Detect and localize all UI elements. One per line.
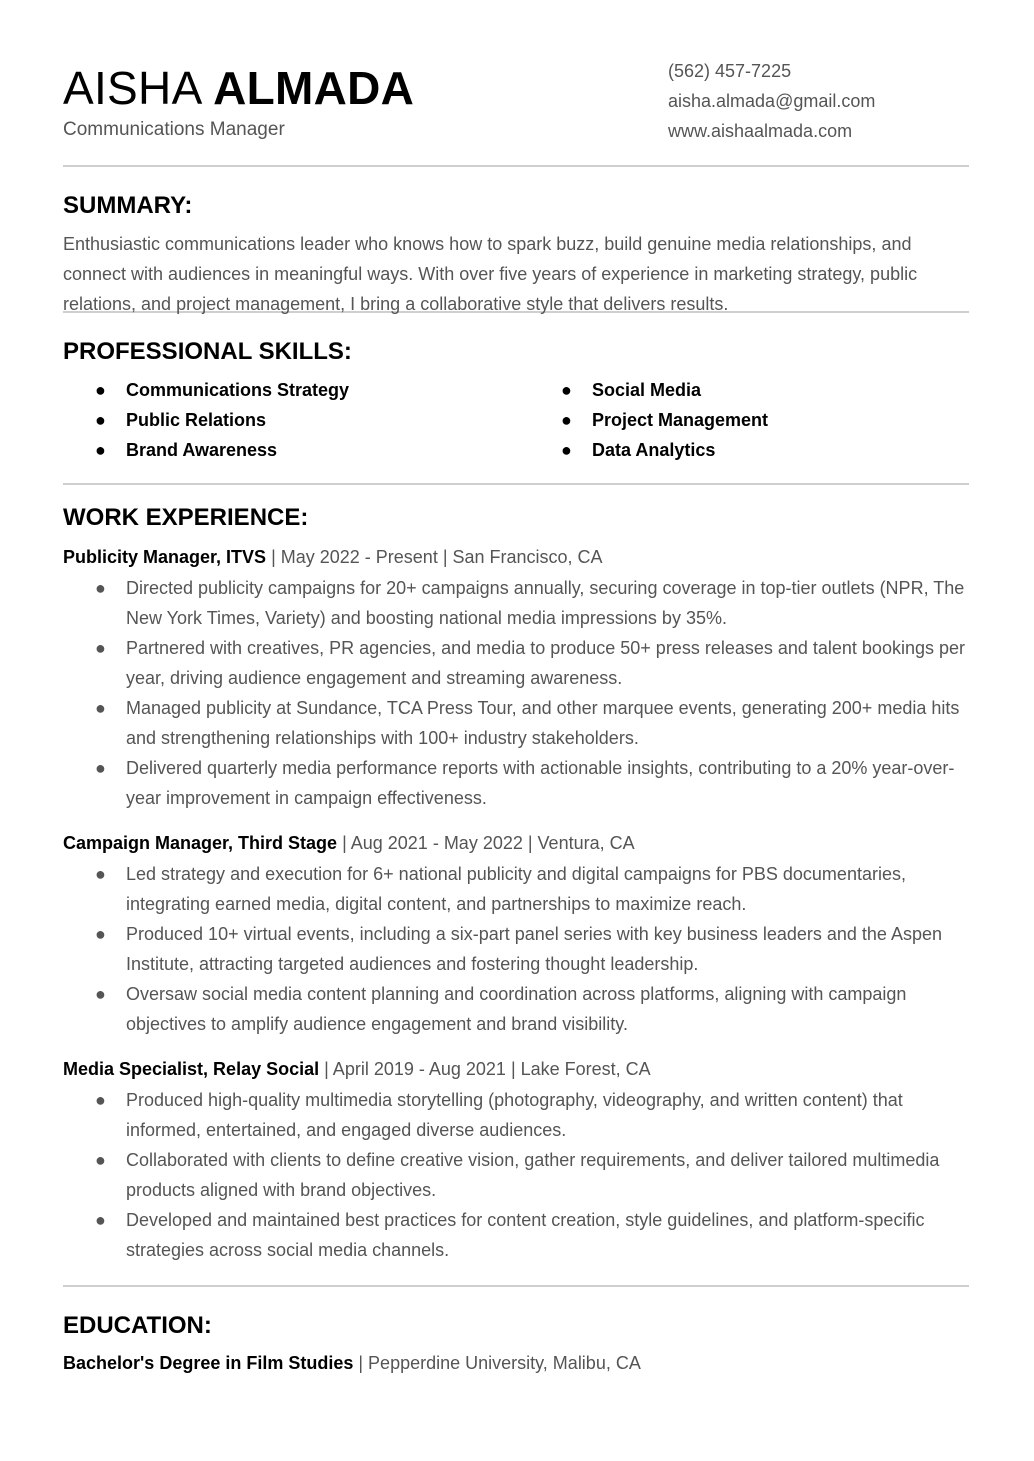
job-entry — [63, 543, 969, 813]
skill-item — [95, 435, 349, 465]
education-section — [63, 1287, 969, 1377]
contact-info — [668, 56, 875, 146]
bullet-text: Delivered quarterly media performance reports with actionable insights, contributing to a 20% year-over-year improvement in campaign effectiveness. — [126, 758, 955, 808]
website-link[interactable]: www.aishaalmada.com — [668, 121, 853, 141]
skills-column-right — [561, 375, 768, 465]
skill-label: Data Analytics — [592, 440, 716, 460]
last-name: ALMADA — [213, 62, 415, 114]
skill-item — [95, 375, 349, 405]
summary-heading: SUMMARY: — [63, 192, 193, 219]
job-bullet — [63, 573, 969, 633]
job-bullets — [63, 1085, 969, 1265]
job-bullet — [63, 859, 969, 919]
job-bullet — [63, 1145, 969, 1205]
bullet-text: Led strategy and execution for 6+ national publicity and digital campaigns for PBS documentaries, integrating earned media, digital content, and partnerships to maximize reach. — [126, 864, 906, 914]
job-header — [63, 1055, 969, 1083]
skill-item — [561, 435, 768, 465]
resume-header — [63, 0, 969, 165]
summary-section — [63, 167, 969, 314]
job-header — [63, 829, 969, 857]
bullet-text: Collaborated with clients to define creative vision, gather requirements, and deliver tailored multimedia products aligned with brand objectives. — [126, 1150, 940, 1200]
bullet-icon: ● — [95, 578, 106, 598]
first-name: AISHA — [63, 62, 201, 114]
bullet-icon: ● — [95, 380, 106, 400]
work-heading: WORK EXPERIENCE: — [63, 504, 309, 531]
job-header — [63, 543, 969, 571]
job-bullets — [63, 859, 969, 1039]
education-entry — [63, 1349, 969, 1377]
bullet-icon: ● — [95, 1090, 106, 1110]
bullet-icon: ● — [95, 440, 106, 460]
bullet-text: Developed and maintained best practices for content creation, style guidelines, and platform-specific strategies across social media channels. — [126, 1210, 925, 1260]
bullet-text: Produced 10+ virtual events, including a six-part panel series with key business leaders and the Aspen Institute, attracting targeted audiences and fostering thought leadership. — [126, 924, 942, 974]
job-meta: | Aug 2021 - May 2022 | Ventura, CA — [337, 833, 635, 853]
email-address: aisha.almada@gmail.com — [668, 91, 876, 111]
job-role: Publicity Manager, ITVS — [63, 547, 267, 567]
skill-label: Brand Awareness — [126, 440, 278, 460]
bullet-text: Oversaw social media content planning and coordination across platforms, aligning with campaign objectives to amplify audience engagement and brand visibility. — [126, 984, 907, 1034]
bullet-icon: ● — [95, 638, 106, 658]
education-heading: EDUCATION: — [63, 1312, 212, 1339]
work-experience-section — [63, 485, 969, 1285]
job-role: Media Specialist, Relay Social — [63, 1059, 320, 1079]
job-meta: | April 2019 - Aug 2021 | Lake Forest, CA — [319, 1059, 651, 1079]
bullet-icon: ● — [95, 698, 106, 718]
bullet-icon: ● — [95, 758, 106, 778]
bullet-icon: ● — [95, 984, 106, 1004]
bullet-text: Directed publicity campaigns for 20+ campaigns annually, securing coverage in top-tier outlets (NPR, The New York Times, Variety) and boosting national media impressions by 35%. — [126, 578, 965, 628]
skills-heading: PROFESSIONAL SKILLS: — [63, 338, 352, 365]
job-meta: | May 2022 - Present | San Francisco, CA — [266, 547, 603, 567]
skill-label: Communications Strategy — [126, 380, 350, 400]
job-bullet — [63, 919, 969, 979]
skill-item — [561, 405, 768, 435]
bullet-icon: ● — [95, 864, 106, 884]
skill-item — [561, 375, 768, 405]
skill-item — [95, 405, 349, 435]
phone-number: (562) 457-7225 — [668, 61, 792, 81]
summary-text: Enthusiastic communications leader who knows how to spark buzz, build genuine media relationships, and connect with audiences in meaningful ways. With over five years of experience in marketing strategy, public relations, and project management, I bring a collaborative style that delivers results. — [63, 234, 918, 314]
job-bullet — [63, 1205, 969, 1265]
skills-list — [63, 375, 969, 465]
bullet-icon: ● — [561, 380, 572, 400]
bullet-text: Partnered with creatives, PR agencies, and media to produce 50+ press releases and talent bookings per year, driving audience engagement and streaming awareness. — [126, 638, 965, 688]
skills-section — [63, 313, 969, 483]
job-bullet — [63, 633, 969, 693]
candidate-name — [63, 60, 414, 116]
job-bullets — [63, 573, 969, 813]
school-meta: | Pepperdine University, Malibu, CA — [353, 1353, 641, 1373]
bullet-icon: ● — [95, 924, 106, 944]
job-bullet — [63, 979, 969, 1039]
degree-name: Bachelor's Degree in Film Studies — [63, 1353, 354, 1373]
job-entry — [63, 829, 969, 1039]
resume-page — [63, 0, 969, 1377]
job-role: Campaign Manager, Third Stage — [63, 833, 338, 853]
bullet-icon: ● — [561, 440, 572, 460]
job-entry — [63, 1055, 969, 1265]
job-bullet — [63, 693, 969, 753]
bullet-icon: ● — [95, 410, 106, 430]
bullet-text: Produced high-quality multimedia storytelling (photography, videography, and written content) that informed, entertained, and engaged diverse audiences. — [126, 1090, 903, 1140]
job-bullet — [63, 753, 969, 813]
bullet-icon: ● — [95, 1210, 106, 1230]
skill-label: Public Relations — [126, 410, 267, 430]
skill-label: Project Management — [592, 410, 769, 430]
job-title: Communications Manager — [63, 119, 285, 140]
bullet-text: Managed publicity at Sundance, TCA Press Tour, and other marquee events, generating 200+ media hits and strengthening relationships with 100+ industry stakeholders. — [126, 698, 960, 748]
bullet-icon: ● — [95, 1150, 106, 1170]
job-bullet — [63, 1085, 969, 1145]
skill-label: Social Media — [592, 380, 702, 400]
skills-column-left — [95, 375, 349, 465]
bullet-icon: ● — [561, 410, 572, 430]
